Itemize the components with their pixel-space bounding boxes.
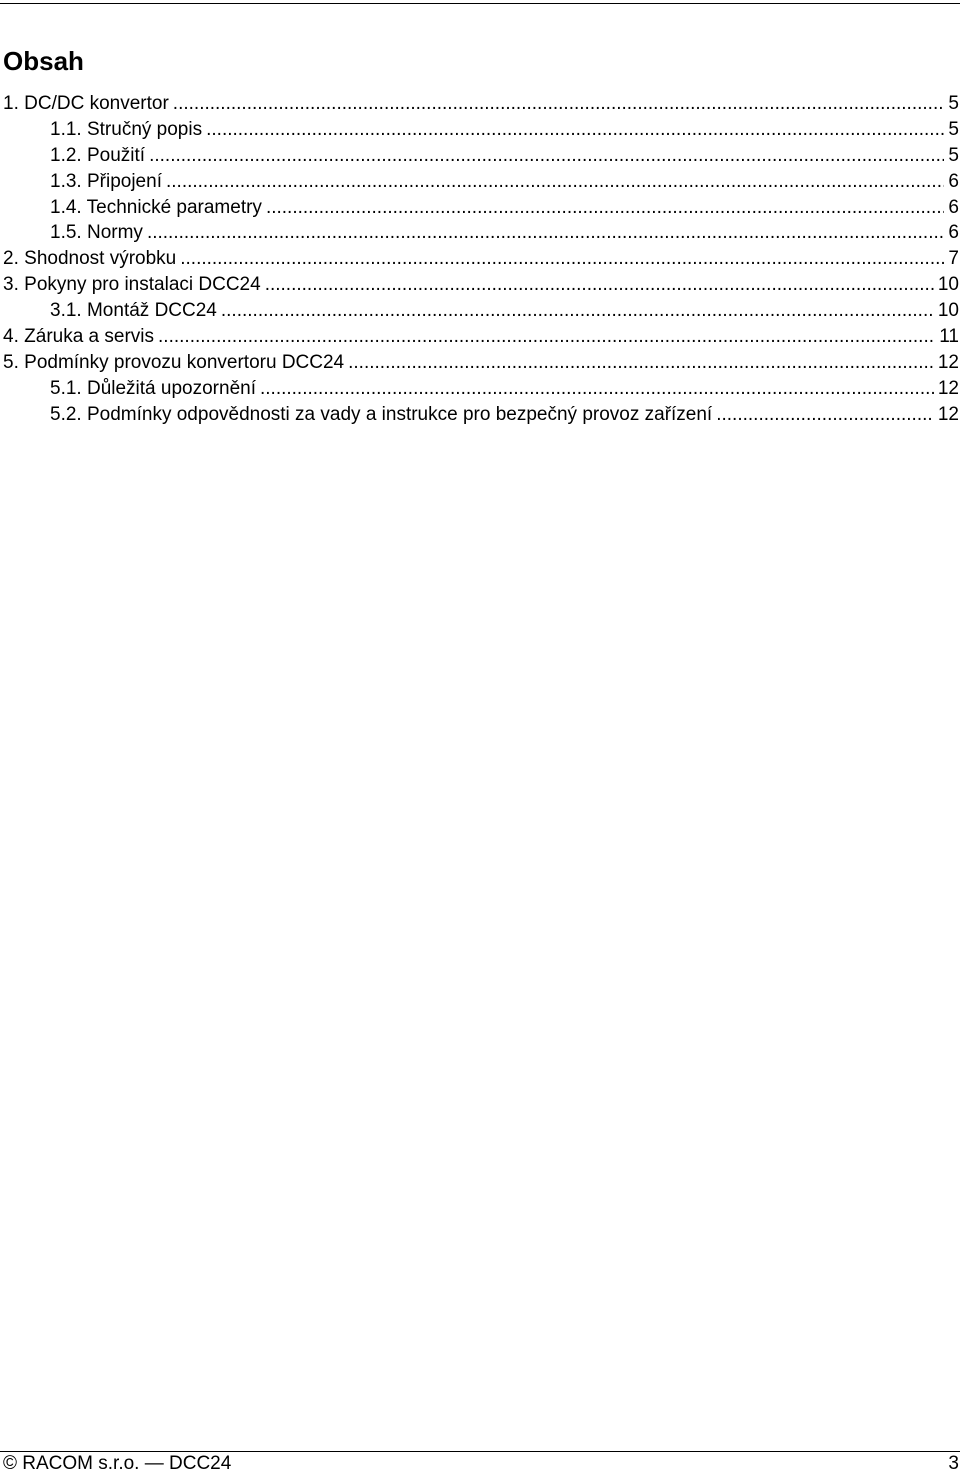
toc-leader	[147, 220, 944, 246]
toc-leader	[348, 350, 934, 376]
toc-leader	[180, 246, 944, 272]
toc-entry-title: 5.1. Důležitá upozornění	[50, 377, 256, 399]
toc-entry[interactable]	[0, 169, 960, 195]
toc-entry-page: 6	[948, 196, 959, 218]
toc-entry-title: 4. Záruka a servis	[3, 326, 155, 348]
footer-page-number: 3	[948, 1453, 959, 1474]
toc-entry-page: 12	[937, 351, 959, 373]
header-rule	[0, 3, 960, 4]
toc-leader	[716, 402, 934, 428]
toc-leader	[221, 298, 934, 324]
toc-leader	[265, 272, 934, 298]
toc-entry[interactable]	[0, 220, 960, 246]
toc-entry[interactable]	[0, 272, 960, 298]
toc-entry-page: 5	[948, 93, 959, 114]
toc-entry-page: 5	[948, 118, 959, 140]
toc-entry-page: 12	[937, 377, 959, 399]
toc-entry-title: 1.1. Stručný popis	[50, 118, 203, 140]
toc-leader	[166, 169, 944, 195]
toc-entry-page: 6	[948, 170, 959, 192]
toc-entry-title: 1.5. Normy	[50, 222, 143, 244]
toc-entry-title: 5. Podmínky provozu konvertoru DCC24	[3, 351, 345, 373]
toc-entry[interactable]	[0, 298, 960, 324]
toc-heading: Obsah	[3, 46, 84, 76]
toc-entry[interactable]	[0, 117, 960, 143]
toc-entry[interactable]	[0, 402, 960, 428]
toc-entry-page: 10	[937, 274, 959, 296]
toc-entry-title: 5.2. Podmínky odpovědnosti za vady a instrukce pro bezpečný provoz zařízení	[50, 403, 713, 425]
toc-entry-page: 12	[937, 403, 959, 425]
toc-entry-title: 1. DC/DC konvertor	[3, 93, 169, 114]
toc-entry-page: 7	[948, 248, 959, 270]
page-footer	[0, 1453, 960, 1475]
toc-entry-title: 3. Pokyny pro instalaci DCC24	[3, 274, 261, 296]
toc-entry-page: 10	[937, 300, 959, 322]
toc-entry[interactable]	[0, 376, 960, 402]
toc-entry-title: 1.3. Připojení	[50, 170, 162, 192]
footer-copyright: © RACOM s.r.o. — DCC24	[3, 1453, 232, 1474]
toc-entry-title: 1.2. Použití	[50, 144, 146, 166]
toc-entry-title: 2. Shodnost výrobku	[3, 248, 177, 270]
footer-rule	[0, 1451, 960, 1452]
toc-entry-page: 11	[939, 326, 959, 348]
toc-entry[interactable]	[0, 324, 960, 350]
toc-entry-title: 1.4. Technické parametry	[50, 196, 262, 218]
toc-entry-page: 5	[948, 144, 959, 166]
toc-entry-title: 3.1. Montáž DCC24	[50, 300, 217, 322]
table-of-contents	[0, 91, 960, 428]
toc-leader	[260, 376, 934, 402]
toc-entry[interactable]	[0, 143, 960, 169]
toc-leader	[266, 195, 944, 221]
toc-leader	[173, 91, 945, 117]
toc-entry[interactable]	[0, 350, 960, 376]
toc-entry[interactable]	[0, 246, 960, 272]
toc-leader	[158, 324, 935, 350]
toc-leader	[149, 143, 944, 169]
toc-entry-page: 6	[948, 222, 959, 244]
toc-leader	[206, 117, 944, 143]
toc-entry[interactable]	[0, 91, 960, 117]
toc-entry[interactable]	[0, 195, 960, 221]
